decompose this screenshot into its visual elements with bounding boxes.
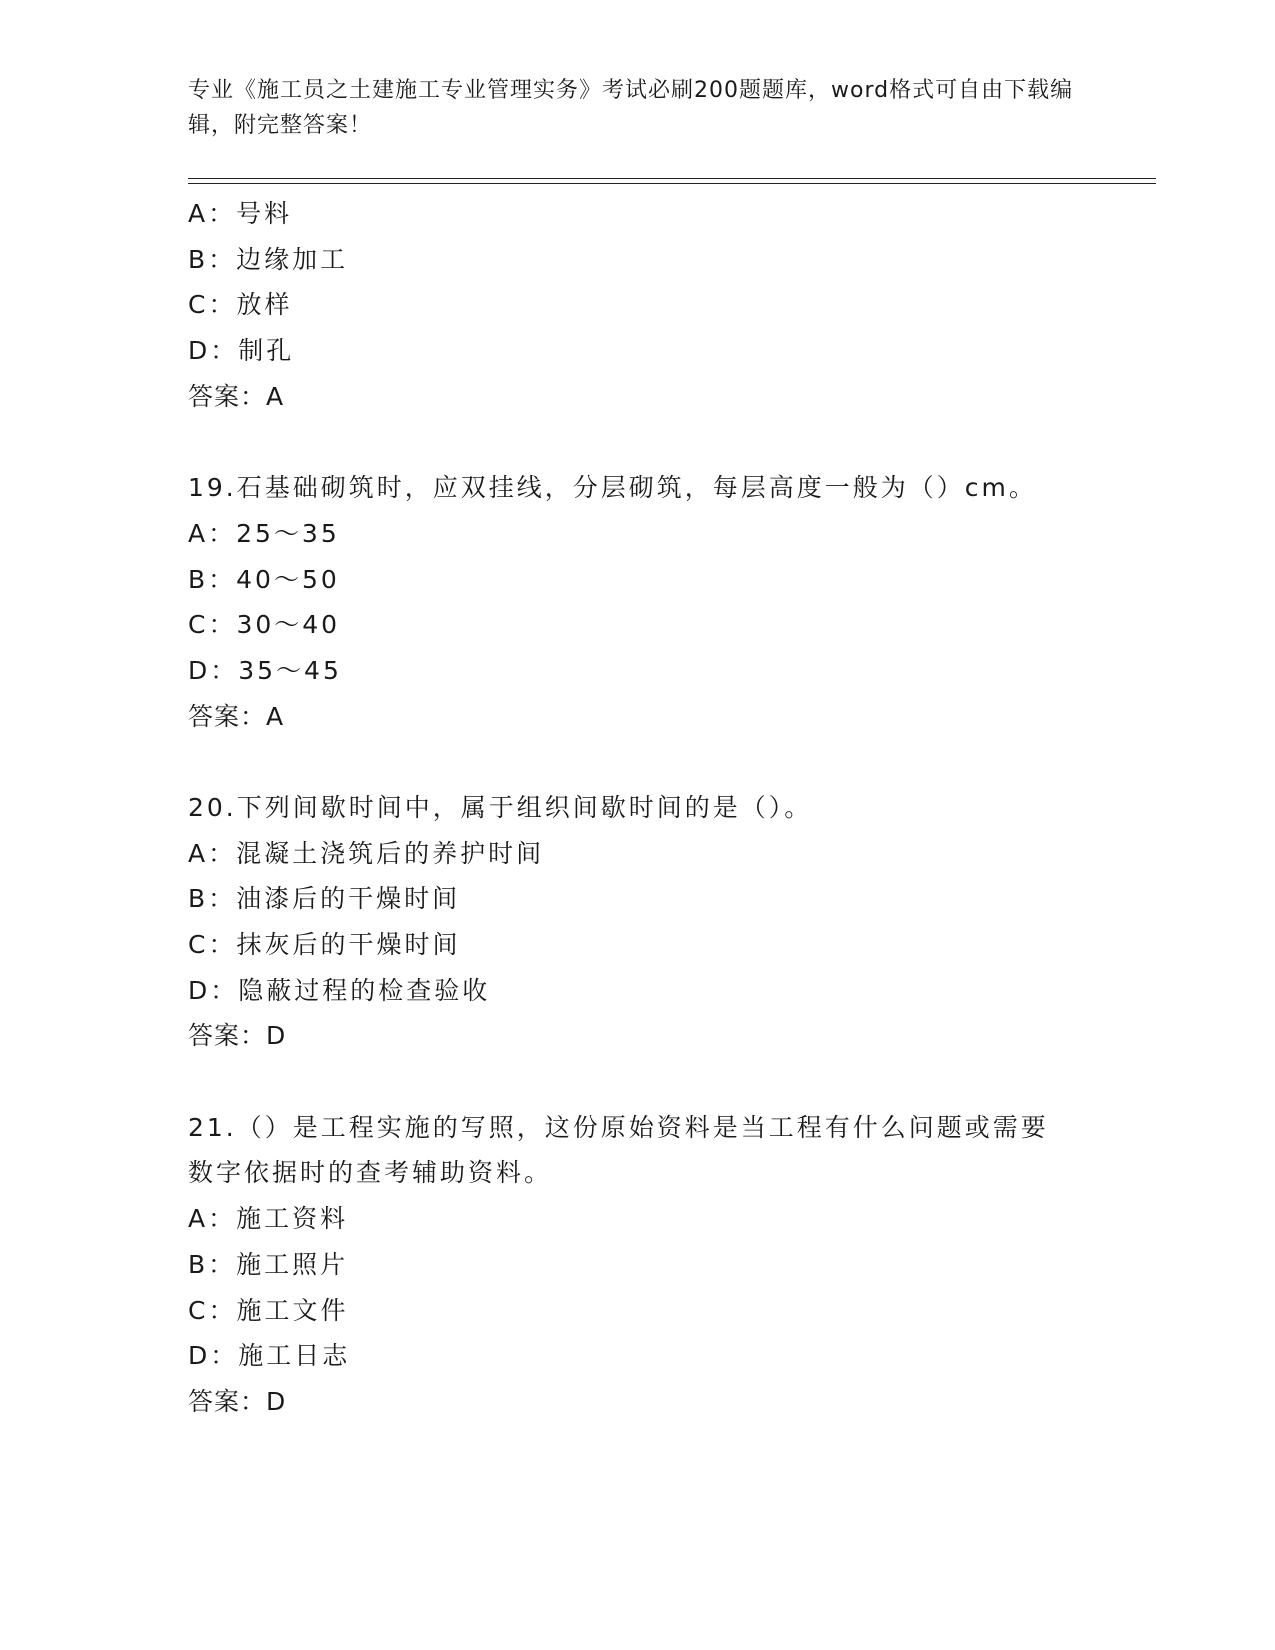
- header-divider-top: [188, 178, 1156, 179]
- question-18: [188, 191, 1128, 419]
- answer: 答案：A: [188, 701, 285, 731]
- answer: 答案：A: [188, 381, 285, 411]
- question-stem: 19.石基础砌筑时，应双挂线，分层砌筑，每层高度一般为（）cm。: [188, 473, 1037, 503]
- spacer: [188, 1059, 1128, 1105]
- option-a: A：25～35: [188, 518, 340, 548]
- question-stem-line-2: 数字依据时的查考辅助资料。: [188, 1158, 553, 1188]
- question-19: [188, 465, 1128, 739]
- spacer: [188, 419, 1128, 465]
- option-c: C：施工文件: [188, 1295, 349, 1325]
- question-20: [188, 785, 1128, 1059]
- header-divider-bottom: [188, 183, 1156, 184]
- option-a: A：混凝土浇筑后的养护时间: [188, 838, 545, 868]
- option-d: D：施工日志: [188, 1341, 351, 1371]
- option-d: D：35～45: [188, 655, 342, 685]
- answer: 答案：D: [188, 1386, 287, 1416]
- question-stem-line-1: 21.（）是工程实施的写照，这份原始资料是当工程有什么问题或需要: [188, 1112, 1049, 1142]
- option-d: D：隐蔽过程的检查验收: [188, 975, 491, 1005]
- question-stem: 20.下列间歇时间中，属于组织间歇时间的是（）。: [188, 792, 813, 822]
- answer: 答案：D: [188, 1021, 287, 1051]
- option-b: B：油漆后的干燥时间: [188, 884, 461, 914]
- document-header: 专业《施工员之土建施工专业管理实务》考试必刷200题题库，word格式可自由下载编辑，附完整答案！: [188, 78, 1074, 138]
- option-d: D：制孔: [188, 336, 295, 366]
- option-a: A：号料: [188, 199, 293, 228]
- option-c: C：30～40: [188, 610, 341, 640]
- option-c: C：放样: [188, 290, 293, 320]
- question-21: [188, 1105, 1128, 1425]
- option-c: C：抹灰后的干燥时间: [188, 930, 461, 959]
- option-a: A：施工资料: [188, 1204, 349, 1234]
- option-b: B：施工照片: [188, 1249, 349, 1279]
- question-content: [188, 191, 1128, 1425]
- option-b: B：边缘加工: [188, 244, 349, 274]
- spacer: [188, 739, 1128, 785]
- option-b: B：40～50: [188, 564, 340, 594]
